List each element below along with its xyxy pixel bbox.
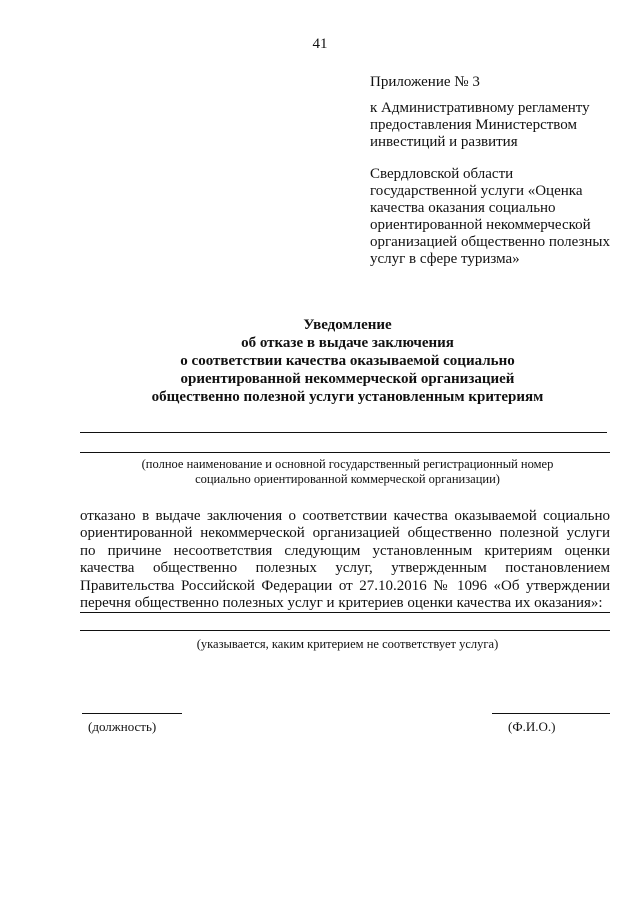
position-signature-line: [82, 713, 182, 714]
title-line: о соответствии качества оказываемой социально: [180, 353, 515, 369]
appendix-line: качества оказания социально: [370, 200, 556, 216]
appendix-number: Приложение № 3: [370, 74, 480, 90]
paragraph-line: ориентированной некоммерческой организацией общественно полезной услуги: [80, 525, 610, 542]
appendix-line: услуг в сфере туризма»: [370, 251, 520, 267]
appendix-text-block-1: [370, 100, 620, 151]
title-line: об отказе в выдаче заключения: [241, 335, 454, 351]
org-name-line-2: [80, 452, 610, 453]
appendix-line: инвестиций и развития: [370, 134, 518, 150]
org-name-line-1: [80, 432, 607, 433]
appendix-line: Свердловской области: [370, 166, 514, 182]
name-label: (Ф.И.О.): [508, 719, 556, 734]
paragraph-line: Правительства Российской Федерации от 27.10.2016 № 1096 «Об утверждении: [80, 577, 610, 594]
title-line: ориентированной некоммерческой организацией: [180, 371, 515, 387]
position-label: (должность): [88, 719, 157, 734]
paragraph-line: перечня общественно полезных услуг и критериев оценки качества их оказания»:: [80, 595, 603, 612]
criteria-line-1: [80, 612, 610, 613]
org-name-caption: [80, 457, 615, 487]
appendix-text-block-2: [370, 166, 620, 268]
caption-line: социально ориентированной коммерческой организации): [195, 472, 500, 486]
title-line: общественно полезной услуги установленным критериям: [151, 389, 544, 405]
refusal-paragraph: [80, 508, 610, 612]
paragraph-line: качества общественно полезных услуг, утвержденным постановлением: [80, 560, 610, 577]
paragraph-line: отказано в выдаче заключения о соответствии качества оказываемой социально: [80, 508, 610, 524]
paragraph-line: по причине несоответствия следующим установленным критериям оценки: [80, 542, 610, 559]
appendix-line: ориентированной некоммерческой: [370, 217, 591, 233]
criteria-line-2: [80, 630, 610, 631]
name-signature-line: [492, 713, 610, 714]
page-number: 41: [312, 36, 328, 52]
title-line: Уведомление: [303, 317, 392, 333]
criteria-caption: (указывается, каким критерием не соответствует услуга): [196, 637, 499, 651]
appendix-line: к Административному регламенту: [370, 100, 590, 116]
caption-line: (полное наименование и основной государственный регистрационный номер: [141, 457, 554, 471]
appendix-line: организацией общественно полезных: [370, 234, 611, 250]
appendix-line: государственной услуги «Оценка: [370, 183, 583, 199]
appendix-line: предоставления Министерством: [370, 117, 577, 133]
document-title: [80, 316, 615, 406]
